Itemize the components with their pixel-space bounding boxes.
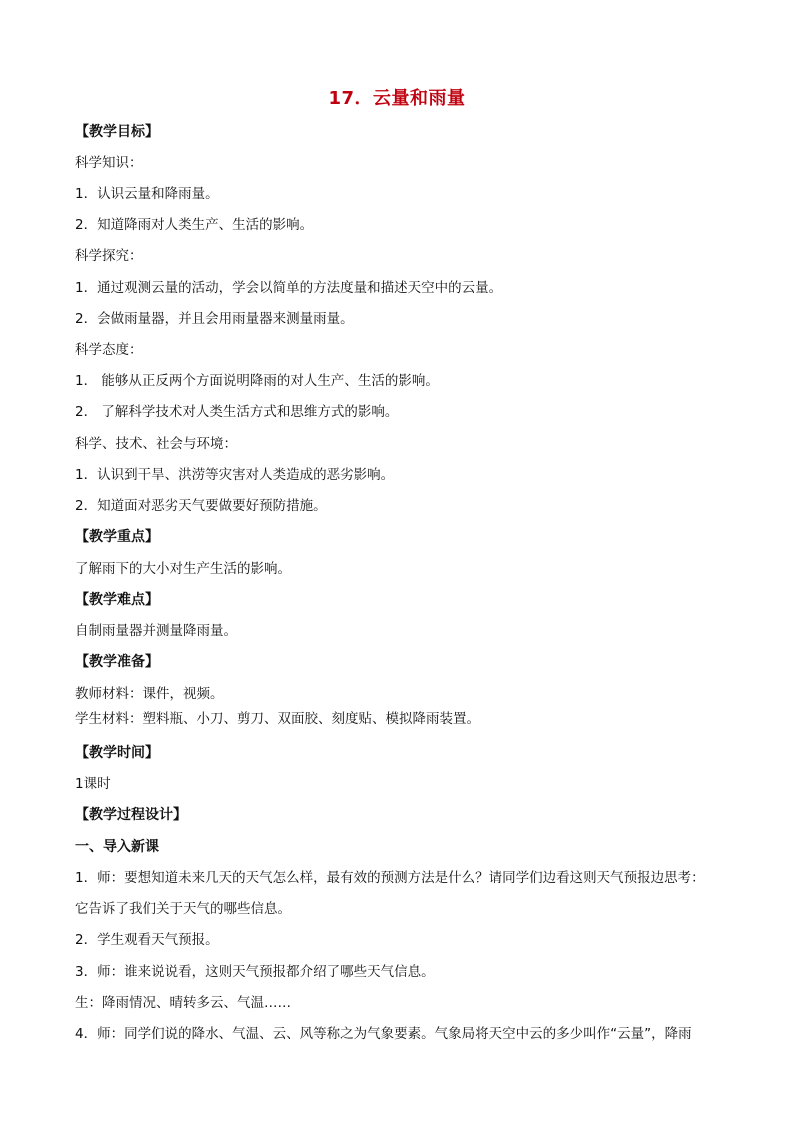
text-line: 学生材料：塑料瓶、小刀、剪刀、双面胶、刻度贴、模拟降雨装置。 [75,711,480,727]
section-heading-key-points: 【教学重点】 [75,529,159,545]
text-line: 1． 能够从正反两个方面说明降雨的对人生产、生活的影响。 [75,373,439,389]
text-line: 自制雨量器并测量降雨量。 [75,623,237,639]
text-line: 2．知道面对恶劣天气要做要好预防措施。 [75,498,327,514]
document-title: 17．云量和雨量 [328,88,466,109]
section-heading-objectives: 【教学目标】 [75,124,159,140]
subheading-stse: 科学、技术、社会与环境： [75,436,237,452]
subheading-attitude: 科学态度： [75,342,143,358]
text-line: 了解雨下的大小对生产生活的影响。 [75,561,291,577]
subheading-knowledge: 科学知识： [75,155,143,171]
text-line: 2． 了解科学技术对人类生活方式和思维方式的影响。 [75,404,399,420]
section-heading-preparation: 【教学准备】 [75,654,159,670]
section-heading-process: 【教学过程设计】 [75,807,187,823]
text-line: 1课时 [75,776,111,792]
text-line: 教师材料：课件，视频。 [75,686,224,702]
section-heading-difficulty: 【教学难点】 [75,592,159,608]
text-line: 2．会做雨量器，并且会用雨量器来测量雨量。 [75,311,354,327]
text-line: 2．学生观看天气预报。 [75,932,219,948]
text-line: 1．师：要想知道未来几天的天气怎么样，最有效的预测方法是什么？请同学们边看这则天气预报边思考： [75,870,705,886]
text-line: 3．师：谁来说说看，这则天气预报都介绍了哪些天气信息。 [75,964,435,980]
text-line: 生：降雨情况、晴转多云、气温…… [75,995,291,1011]
text-line: 它告诉了我们关于天气的哪些信息。 [75,901,291,917]
subheading-introduction: 一、导入新课 [75,839,159,855]
subheading-inquiry: 科学探究： [75,248,143,264]
text-line: 2．知道降雨对人类生产、生活的影响。 [75,217,314,233]
section-heading-time: 【教学时间】 [75,745,159,761]
text-line: 4．师：同学们说的降水、气温、云、风等称之为气象要素。气象局将天空中云的多少叫作“云量”，降雨 [75,1026,692,1042]
text-line: 1．通过观测云量的活动，学会以简单的方法度量和描述天空中的云量。 [75,280,503,296]
text-line: 1．认识云量和降雨量。 [75,186,219,202]
text-line: 1．认识到干旱、洪涝等灾害对人类造成的恶劣影响。 [75,467,395,483]
